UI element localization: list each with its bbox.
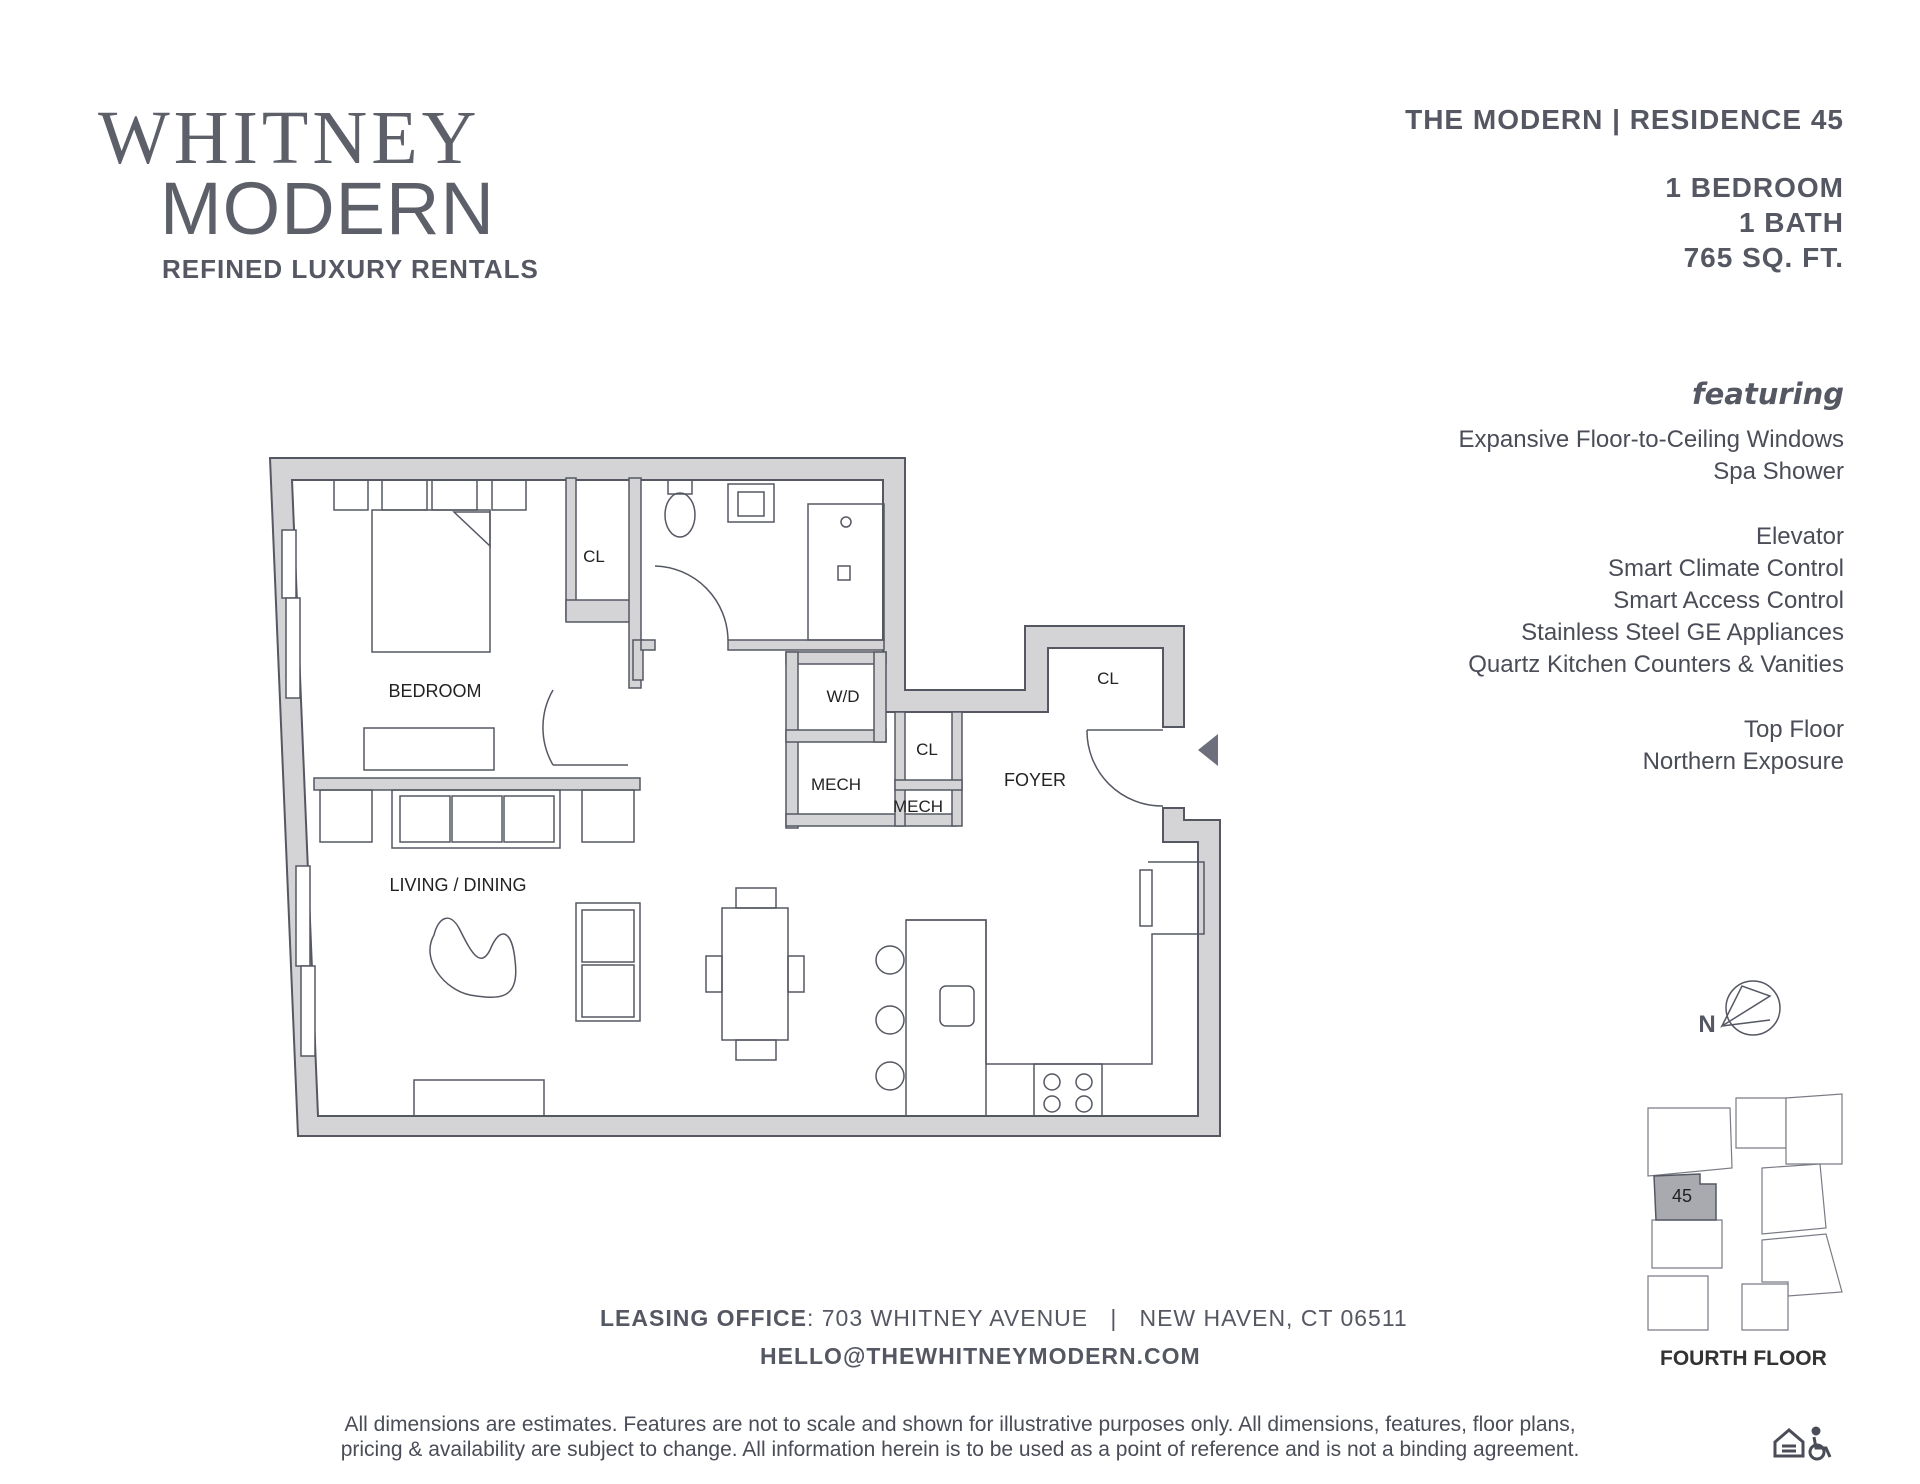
interior-walls — [314, 478, 962, 828]
square-footage: 765 SQ. FT. — [1683, 242, 1844, 273]
feature-item: Smart Climate Control — [1607, 555, 1844, 582]
brand-logo-line-2: MODERN — [160, 167, 495, 250]
feature-item: Expansive Floor-to-Ceiling Windows — [1458, 426, 1844, 453]
feature-item: Quartz Kitchen Counters & Vanities — [1468, 651, 1844, 678]
label-living-dining: LIVING / DINING — [389, 875, 527, 895]
key-plan-floor-label: FOURTH FLOOR — [1660, 1347, 1827, 1370]
media-console — [414, 1080, 544, 1116]
label-mech-2: MECH — [892, 797, 944, 816]
label-mech-1: MECH — [810, 775, 862, 794]
bedroom-count: 1 BEDROOM — [1665, 172, 1844, 203]
bath-count: 1 BATH — [1738, 207, 1844, 238]
brand-tagline: REFINED LUXURY RENTALS — [162, 254, 539, 284]
foyer-door-swing — [1087, 730, 1163, 806]
disclaimer — [260, 1412, 1660, 1462]
exterior-wall — [270, 458, 1220, 1136]
label-washer-dryer: W/D — [826, 687, 860, 706]
label-bedroom: BEDROOM — [388, 681, 482, 701]
feature-item: Stainless Steel GE Appliances — [1521, 619, 1844, 646]
bedroom-dresser — [364, 728, 494, 770]
entry-arrow-icon — [1198, 734, 1218, 766]
feature-item: Smart Access Control — [1613, 587, 1844, 614]
bath-door-swing — [655, 566, 728, 640]
wheelchair-icon — [1810, 1428, 1830, 1459]
leasing-office-address: : 703 WHITNEY AVENUE — [806, 1305, 1089, 1331]
compass-icon — [1722, 981, 1780, 1035]
disclaimer-line-2: pricing & availability are subject to change. All information herein is to be used as a point of reference and is not a binding agreement. — [340, 1438, 1580, 1461]
feature-item: Northern Exposure — [1642, 748, 1844, 775]
features-heading: featuring — [1691, 377, 1844, 411]
footer-separator: | — [1110, 1305, 1118, 1331]
dining-table — [706, 888, 804, 1060]
feature-item: Top Floor — [1743, 716, 1844, 743]
bed — [334, 480, 526, 652]
label-closet-small: CL — [916, 740, 938, 759]
label-closet-foyer: CL — [1097, 669, 1119, 688]
bathroom-fixtures — [665, 480, 884, 640]
residence-heading: THE MODERN | RESIDENCE 45 — [1405, 104, 1844, 135]
leasing-office-line — [600, 1305, 1408, 1332]
key-plan-unit-label: 45 — [1671, 1186, 1693, 1206]
armchair — [576, 903, 640, 1021]
sofa — [320, 790, 634, 848]
leasing-office-label: LEASING OFFICE — [600, 1305, 807, 1331]
bedroom-door-swing — [543, 690, 553, 765]
coffee-table — [430, 918, 516, 997]
compass-north-label: N — [1698, 1011, 1716, 1038]
label-foyer: FOYER — [1003, 770, 1067, 790]
feature-item: Elevator — [1755, 523, 1844, 550]
brand-logo-line-1: WHITNEY — [98, 96, 481, 180]
leasing-city: NEW HAVEN, CT 06511 — [1139, 1305, 1408, 1331]
feature-item: Spa Shower — [1713, 458, 1844, 485]
contact-email-link[interactable]: HELLO@THEWHITNEYMODERN.COM — [760, 1343, 1201, 1369]
disclaimer-line-1: All dimensions are estimates. Features are not to scale and shown for illustrative purposes only. All dimensions, features, floor plans, — [344, 1413, 1576, 1436]
kitchen — [876, 862, 1204, 1116]
label-closet-bedroom: CL — [583, 547, 605, 566]
equal-housing-icon — [1775, 1430, 1803, 1456]
